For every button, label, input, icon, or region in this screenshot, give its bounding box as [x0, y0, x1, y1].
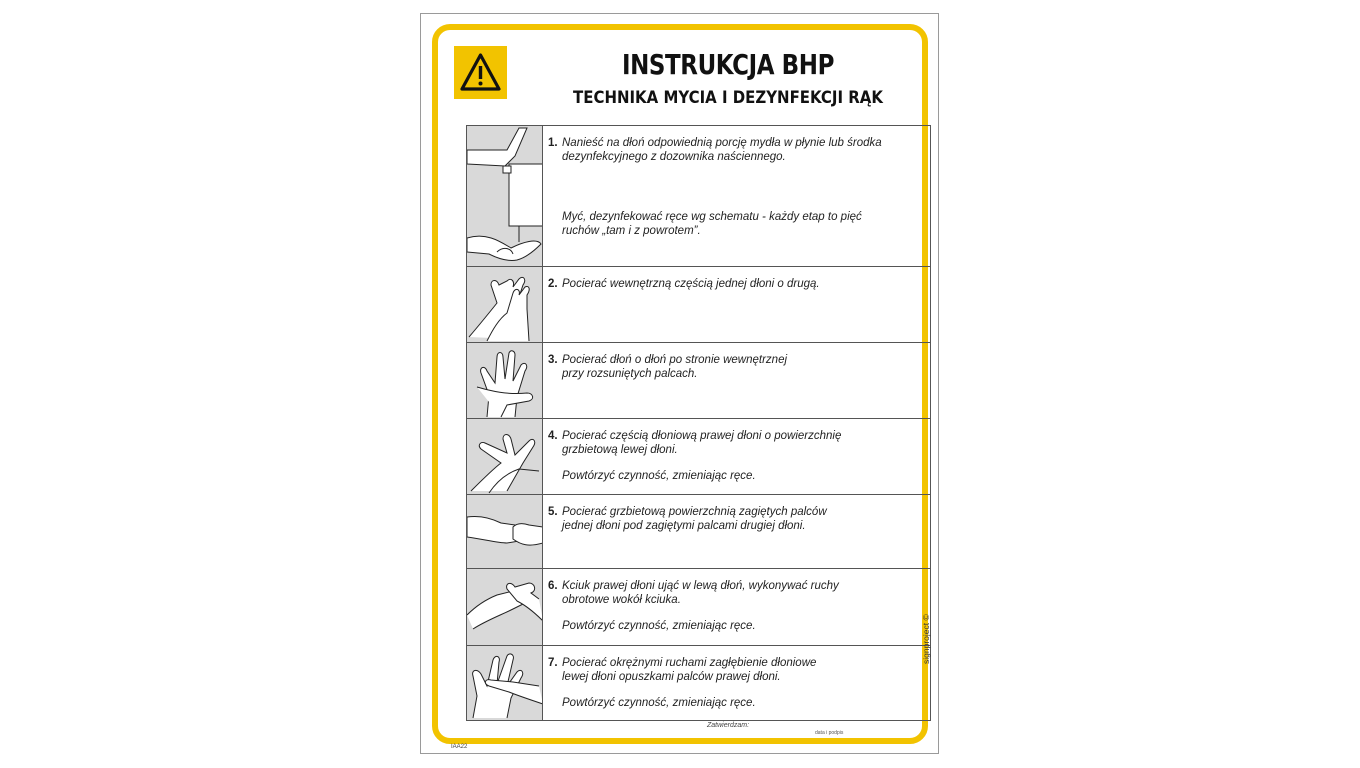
- step-number: 3.: [548, 354, 558, 366]
- step-row-4: [467, 419, 930, 495]
- step-number: 2.: [548, 278, 558, 290]
- step-row-1: [467, 126, 930, 267]
- step-row-5: [467, 495, 930, 569]
- hands-palm-to-palm-illustration: [467, 267, 543, 342]
- steps-table: [466, 125, 931, 721]
- step-number: 7.: [548, 657, 558, 669]
- step-text: jednej dłoni pod zagiętymi palcami drugiej dłoni.: [562, 520, 806, 532]
- hands-fingers-locked-illustration: [467, 495, 543, 568]
- page-title: INSTRUKCJA BHP: [621, 48, 834, 81]
- instruction-sign: [420, 13, 939, 754]
- step-number: 1.: [548, 137, 558, 149]
- repeat-note: Powtórzyć czynność, zmieniając ręce.: [562, 470, 756, 482]
- warning-triangle-icon: [454, 46, 507, 99]
- hands-thumb-rotation-illustration: [467, 569, 543, 645]
- step-number: 5.: [548, 506, 558, 518]
- step-note: ruchów „tam i z powrotem”.: [562, 225, 701, 237]
- hands-fingertips-in-palm-illustration: [467, 646, 543, 720]
- hands-palm-over-back-illustration: [467, 419, 543, 494]
- step-text: Pocierać okrężnymi ruchami zagłębienie dłoniowe: [562, 657, 817, 669]
- approval-label: Zatwierdzam:: [707, 722, 750, 729]
- repeat-note: Powtórzyć czynność, zmieniając ręce.: [562, 620, 756, 632]
- step-note: Myć, dezynfekować ręce wg schematu - każdy etap to pięć: [562, 211, 862, 223]
- step-text: lewej dłoni opuszkami palców prawej dłoni.: [562, 671, 781, 683]
- step-text: Pocierać grzbietową powierzchnią zagiętych palców: [562, 506, 827, 518]
- step-text: Kciuk prawej dłoni ująć w lewą dłoń, wykonywać ruchy: [562, 580, 839, 592]
- step-row-3: [467, 343, 930, 419]
- step-row-2: [467, 267, 930, 343]
- step-text: dezynfekcyjnego z dozownika naściennego.: [562, 151, 786, 163]
- step-text: obrotowe wokół kciuka.: [562, 594, 681, 606]
- soap-dispenser-illustration: [467, 126, 543, 266]
- step-text: przy rozsuniętych palcach.: [562, 368, 698, 380]
- step-text: Pocierać wewnętrzną częścią jednej dłoni o drugą.: [562, 278, 820, 290]
- step-text: grzbietową lewej dłoni.: [562, 444, 678, 456]
- hands-interlaced-fingers-illustration: [467, 343, 543, 418]
- step-row-7: [467, 646, 930, 720]
- repeat-note: Powtórzyć czynność, zmieniając ręce.: [562, 697, 756, 709]
- step-text: Pocierać dłoń o dłoń po stronie wewnętrznej: [562, 354, 788, 366]
- copyright-mark: signproject ©: [921, 614, 931, 664]
- step-number: 6.: [548, 580, 558, 592]
- sign-frame: [432, 24, 928, 744]
- step-number: 4.: [548, 430, 558, 442]
- step-row-6: [467, 569, 930, 646]
- step-text: Nanieść na dłoń odpowiednią porcję mydła w płynie lub środka: [562, 137, 882, 149]
- page-subtitle: TECHNIKA MYCIA I DEZYNFEKCJI RĄK: [573, 88, 883, 108]
- step-text: Pocierać częścią dłoniową prawej dłoni o powierzchnię: [562, 430, 842, 442]
- signature-hint: data i podpis: [815, 730, 844, 736]
- product-code: IAA22: [451, 744, 468, 750]
